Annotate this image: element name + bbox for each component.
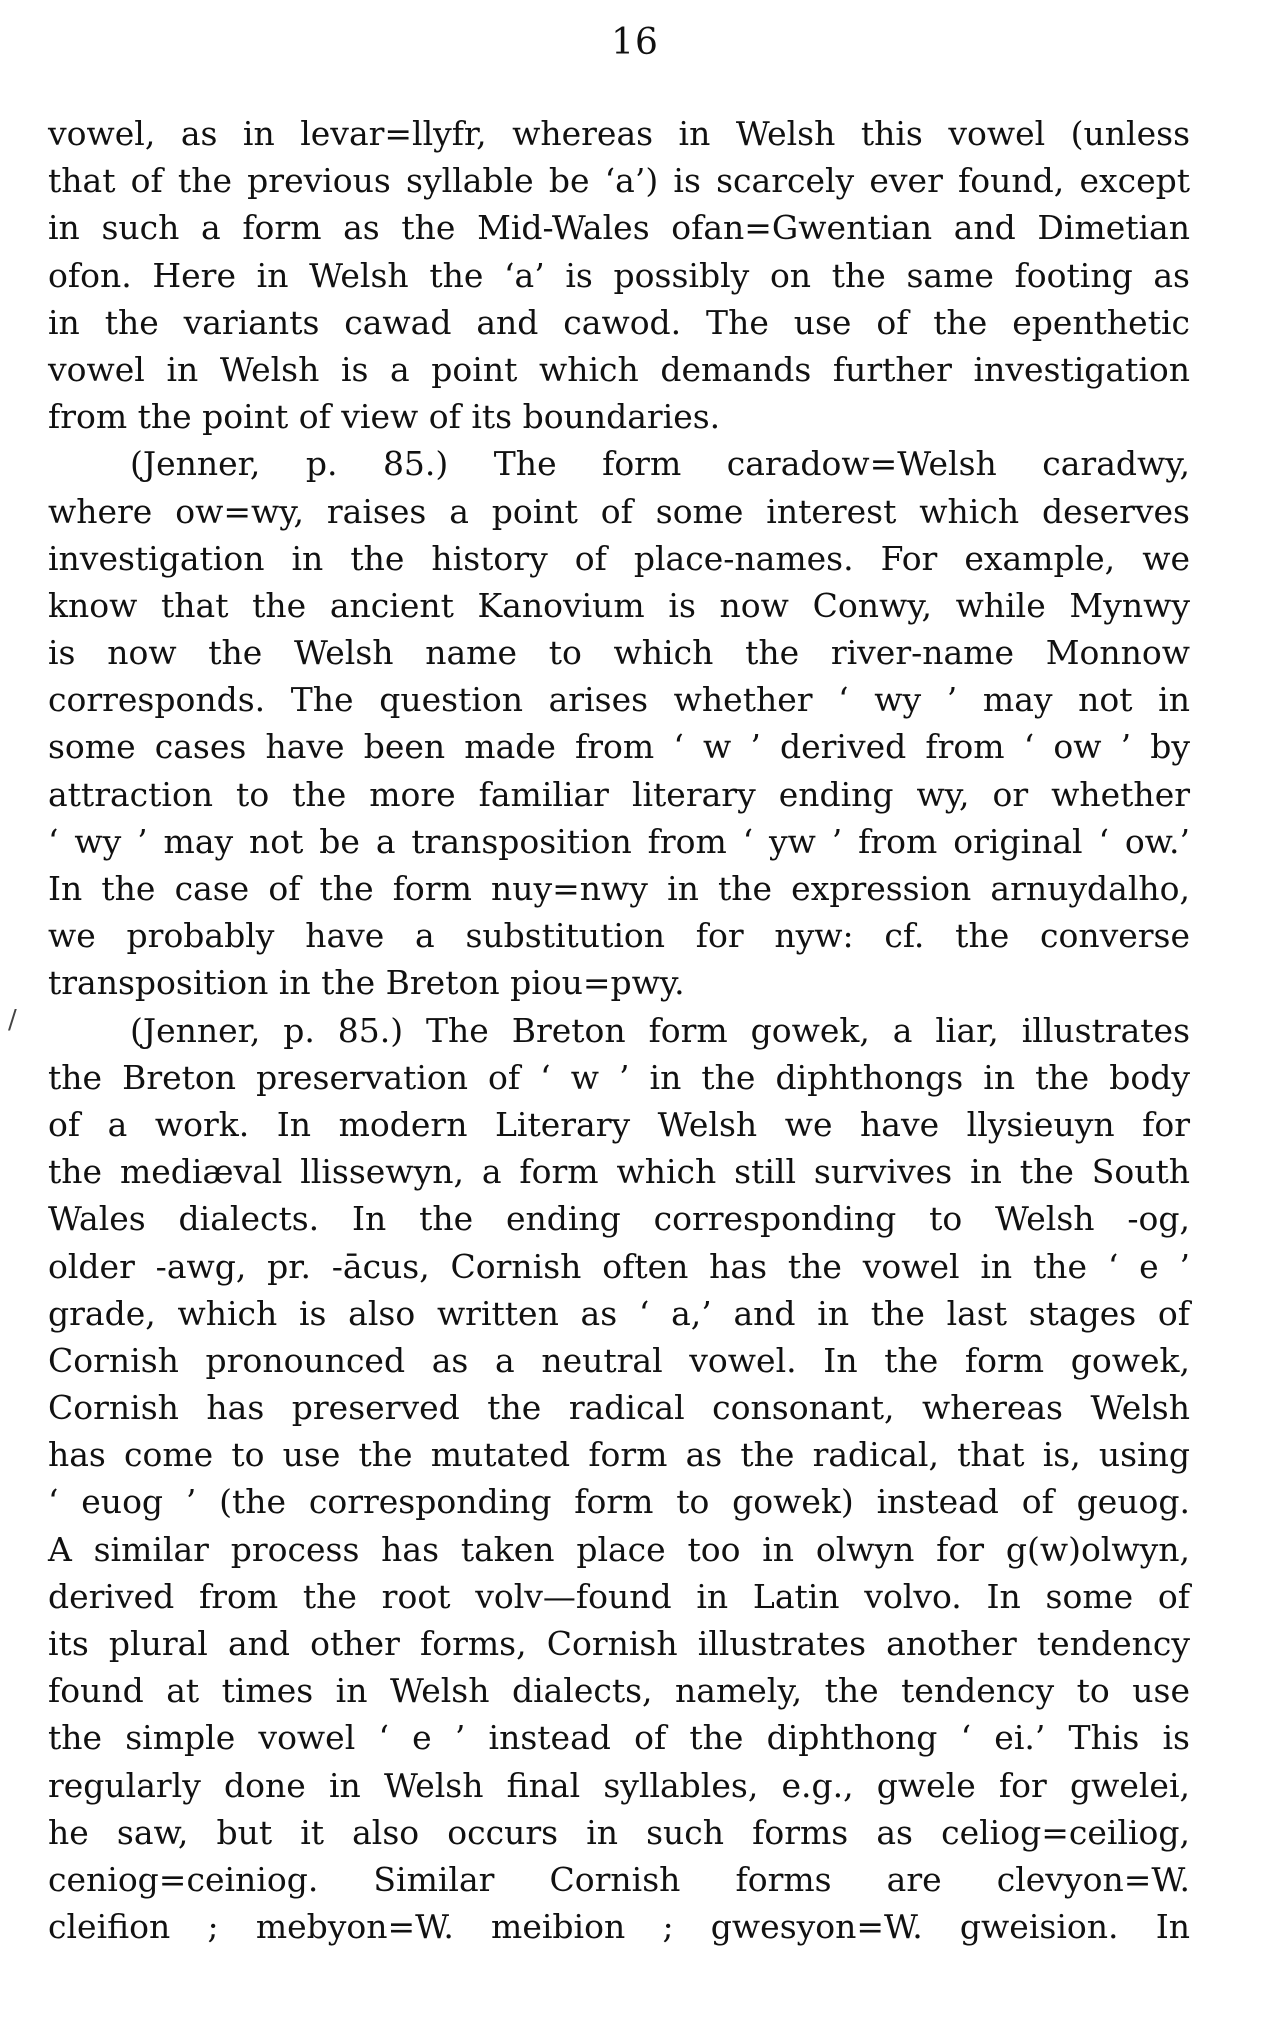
text-line: in such a form as the Mid-Wales ofan=Gwentian and Dimetian: [48, 208, 1190, 248]
text-line: has come to use the mutated form as the radical, that is, using: [48, 1435, 1190, 1475]
text-line: Wales dialects. In the ending corresponding to Welsh -og,: [48, 1199, 1190, 1239]
text-line: some cases have been made from ‘ w ’ derived from ‘ ow ’ by: [48, 727, 1190, 767]
text-line: regularly done in Welsh final syllables, e.g., gwele for gwelei,: [48, 1765, 1190, 1805]
text-line: the mediæval llissewyn, a form which still survives in the South: [48, 1152, 1190, 1192]
text-line: vowel, as in levar=llyfr, whereas in Welsh this vowel (unless: [48, 114, 1190, 153]
paragraph-start-line: (Jenner, p. 85.) The form caradow=Welsh caradwy,: [130, 444, 1190, 484]
text-line: corresponds. The question arises whether ‘ wy ’ may not in: [48, 680, 1190, 720]
paragraph-start-line: (Jenner, p. 85.) The Breton form gowek, a liar, illustrates: [130, 1010, 1190, 1050]
text-line: that of the previous syllable be ‘a’) is scarcely ever found, except: [48, 161, 1190, 201]
body-text: [48, 110, 1190, 1950]
text-line: know that the ancient Kanovium is now Conwy, while Mynwy: [48, 585, 1190, 625]
text-line: ‘ euog ’ (the corresponding form to gowek) instead of geuog.: [48, 1482, 1190, 1522]
text-line: cleifion ; mebyon=W. meibion ; gwesyon=W. gweision. In: [48, 1907, 1190, 1947]
text-line: we probably have a substitution for nyw: cf. the converse: [48, 916, 1190, 956]
text-line: its plural and other forms, Cornish illustrates another tendency: [48, 1624, 1190, 1663]
text-line: where ow=wy, raises a point of some interest which deserves: [48, 491, 1190, 531]
text-line: derived from the root volv—found in Latin volvo. In some of: [48, 1576, 1190, 1616]
margin-mark: /: [8, 1005, 17, 1035]
text-line: the simple vowel ‘ e ’ instead of the diphthong ‘ ei.’ This is: [48, 1718, 1190, 1758]
text-line: found at times in Welsh dialects, namely, the tendency to use: [48, 1671, 1190, 1711]
text-line: is now the Welsh name to which the river-name Monnow: [48, 633, 1190, 673]
text-line: attraction to the more familiar literary ending wy, or whether: [48, 774, 1190, 814]
text-line: grade, which is also written as ‘ a,’ and in the last stages of: [48, 1293, 1190, 1333]
text-line: of a work. In modern Literary Welsh we have llysieuyn for: [48, 1104, 1190, 1144]
text-line: older -awg, pr. -ācus, Cornish often has the vowel in the ‘ e ’: [48, 1246, 1190, 1286]
text-line: In the case of the form nuy=nwy in the expression arnuydalho,: [48, 869, 1190, 908]
text-line: in the variants cawad and cawod. The use of the epenthetic: [48, 302, 1190, 342]
text-line: Cornish has preserved the radical consonant, whereas Welsh: [48, 1388, 1190, 1428]
text-line: vowel in Welsh is a point which demands further investigation: [48, 349, 1190, 389]
text-line: ‘ wy ’ may not be a transposition from ‘ yw ’ from original ‘ ow.’: [48, 821, 1190, 861]
text-line: Cornish pronounced as a neutral vowel. In the form gowek,: [48, 1340, 1190, 1380]
text-line: transposition in the Breton piou=pwy.: [48, 963, 685, 1003]
page-number: 16: [611, 22, 659, 63]
text-line: from the point of view of its boundaries.: [48, 397, 721, 437]
text-line: the Breton preservation of ‘ w ’ in the diphthongs in the body: [48, 1057, 1190, 1097]
text-line: investigation in the history of place-names. For example, we: [48, 538, 1190, 578]
text-line: A similar process has taken place too in olwyn for g(w)olwyn,: [48, 1529, 1190, 1569]
text-line: ofon. Here in Welsh the ‘a’ is possibly on the same footing as: [48, 255, 1190, 295]
text-line: he saw, but it also occurs in such forms as celiog=ceiliog,: [48, 1812, 1190, 1852]
text-line: ceniog=ceiniog. Similar Cornish forms are clevyon=W.: [48, 1859, 1190, 1899]
